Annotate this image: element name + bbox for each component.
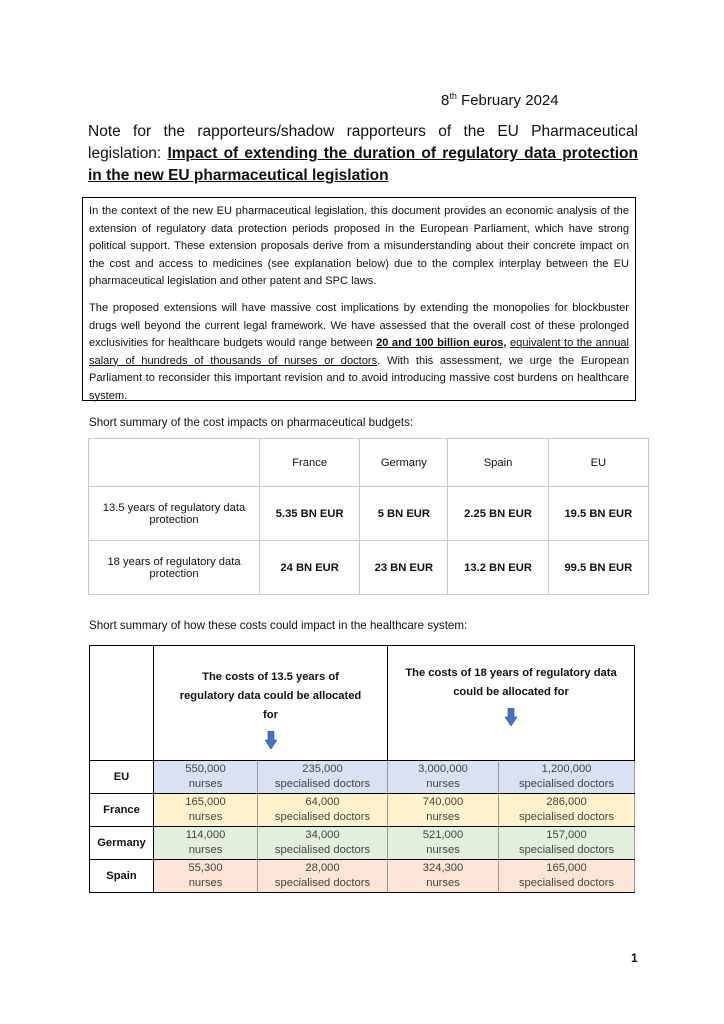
box-p2-equivalent: equivalent to the annual salary of hundreds of thousands of nurses or doctors <box>89 337 629 367</box>
header-empty <box>89 439 260 487</box>
healthcare-impact-table <box>89 645 635 893</box>
impact-unit: nurses <box>426 811 460 823</box>
document-date <box>441 91 559 109</box>
impact-cell <box>154 827 258 860</box>
arrow-down-icon <box>505 708 517 726</box>
impact-value: 324,300 <box>422 862 464 874</box>
impact-unit: nurses <box>426 778 460 790</box>
document-title <box>88 121 638 187</box>
header-germany: Germany <box>360 439 448 487</box>
row-label: 13.5 years of regulatory data protection <box>89 487 260 541</box>
impact-value: 114,000 <box>185 829 226 841</box>
impact-table-body <box>90 761 635 893</box>
table-row <box>90 761 635 794</box>
box-paragraph-2 <box>89 300 629 406</box>
cell-value: 5.35 BN EUR <box>260 487 360 541</box>
cell-value: 5 BN EUR <box>360 487 448 541</box>
impact-value: 1,200,000 <box>541 763 592 775</box>
impact-value: 740,000 <box>422 796 464 808</box>
header-france: France <box>260 439 360 487</box>
impact-cell <box>388 794 499 827</box>
impact-unit: specialised doctors <box>518 844 615 856</box>
title-underlined: Impact of extending the duration of regulatory data protection in the new EU pharmaceutical legislation <box>88 145 638 184</box>
cell-value: 13.2 BN EUR <box>448 541 548 595</box>
impact-value: 3,000,000 <box>418 763 468 775</box>
row-label: France <box>90 794 154 827</box>
impact-cell <box>499 794 635 827</box>
cell-value: 2.25 BN EUR <box>448 487 548 541</box>
impact-cell <box>388 827 499 860</box>
impact-cell <box>154 794 258 827</box>
impact-unit: nurses <box>188 811 223 823</box>
impact-unit: nurses <box>188 778 223 790</box>
table-row <box>90 860 635 893</box>
table-row <box>90 827 635 860</box>
impact-unit: specialised doctors <box>274 844 371 856</box>
header-18-years <box>388 646 635 761</box>
impact-unit: nurses <box>188 877 223 889</box>
impact-header-empty <box>90 646 154 761</box>
impact-unit: specialised doctors <box>518 778 615 790</box>
impact-value: 34,000 <box>305 829 340 841</box>
summary-box <box>82 197 636 401</box>
impact-cell <box>499 827 635 860</box>
box-p2-text-a: The proposed extensions will have massive cost implications by extending the monopolies for blockbuster drugs well beyond the current legal framework. We have assessed that the overall cost of these prolonged exclusivities for healthcare budgets would range between <box>89 301 629 350</box>
impact-unit: specialised doctors <box>518 877 615 889</box>
box-p2-text-d: . With this assessment, we urge the European Parliament to reconsider this important revision and to avoid introducing massive cost burdens on healthcare system. <box>89 354 629 402</box>
impact-value: 235,000 <box>302 763 343 775</box>
date-suffix: th <box>449 91 457 101</box>
impact-cell <box>258 761 388 794</box>
cell-value: 23 BN EUR <box>360 541 448 595</box>
impact-value: 550,000 <box>185 763 226 775</box>
impact-value: 286,000 <box>546 796 587 808</box>
row-label: 18 years of regulatory data protection <box>89 541 260 595</box>
row-label: Germany <box>90 827 154 860</box>
header-13-5-text: The costs of 13.5 years of regulatory data could be allocated for <box>179 671 362 721</box>
impact-cell <box>154 860 258 893</box>
impact-header-row <box>90 646 635 761</box>
cost-impact-table <box>88 438 649 595</box>
page-number: 1 <box>631 951 638 965</box>
arrow-down-icon <box>265 731 277 749</box>
table-row <box>89 541 649 595</box>
impact-cell <box>388 761 499 794</box>
impact-value: 28,000 <box>305 862 340 874</box>
header-eu: EU <box>548 439 648 487</box>
cell-value: 19.5 BN EUR <box>548 487 648 541</box>
cell-value: 99.5 BN EUR <box>548 541 648 595</box>
date-day: 8 <box>441 92 450 109</box>
summary-healthcare-heading: Short summary of how these costs could impact in the healthcare system: <box>89 619 468 632</box>
impact-unit: nurses <box>426 877 460 889</box>
table-row <box>89 487 649 541</box>
impact-cell <box>388 860 499 893</box>
table-row <box>90 794 635 827</box>
impact-unit: nurses <box>188 844 223 856</box>
title-intro: Note for the rapporteurs/shadow rapporteurs of the EU Pharmaceutical legislation: <box>88 123 638 162</box>
impact-value: 521,000 <box>422 829 464 841</box>
impact-cell <box>499 761 635 794</box>
summary-cost-heading: Short summary of the cost impacts on pharmaceutical budgets: <box>89 416 414 429</box>
header-18-text: The costs of 18 years of regulatory data could be allocated for <box>405 667 617 698</box>
impact-cell <box>499 860 635 893</box>
row-label: Spain <box>90 860 154 893</box>
table-header-row <box>89 439 649 487</box>
impact-value: 55,300 <box>188 862 223 874</box>
impact-value: 157,000 <box>546 829 587 841</box>
impact-cell <box>258 860 388 893</box>
impact-unit: specialised doctors <box>274 877 371 889</box>
box-paragraph-1: In the context of the new EU pharmaceutical legislation, this document provides an economic analysis of the extension of regulatory data protection periods proposed in the European Parliament, which have strong political support. These extension proposals derive from a misunderstanding about their concrete impact on the cost and access to medicines (see explanation below) due to the complex interplay between the EU pharmaceutical legislation and other patent and SPC laws. <box>89 205 629 288</box>
row-label: EU <box>90 761 154 794</box>
impact-value: 165,000 <box>546 862 587 874</box>
impact-cell <box>258 794 388 827</box>
date-rest: February 2024 <box>461 92 559 109</box>
box-p2-range: 20 and 100 billion euros, <box>376 337 507 350</box>
impact-unit: specialised doctors <box>274 811 371 823</box>
impact-unit: specialised doctors <box>518 811 615 823</box>
cell-value: 24 BN EUR <box>260 541 360 595</box>
header-spain: Spain <box>448 439 548 487</box>
impact-cell <box>258 827 388 860</box>
impact-value: 64,000 <box>305 796 340 808</box>
impact-cell <box>154 761 258 794</box>
impact-unit: specialised doctors <box>274 778 371 790</box>
impact-value: 165,000 <box>185 796 226 808</box>
impact-unit: nurses <box>426 844 460 856</box>
header-13-5-years <box>154 646 388 761</box>
